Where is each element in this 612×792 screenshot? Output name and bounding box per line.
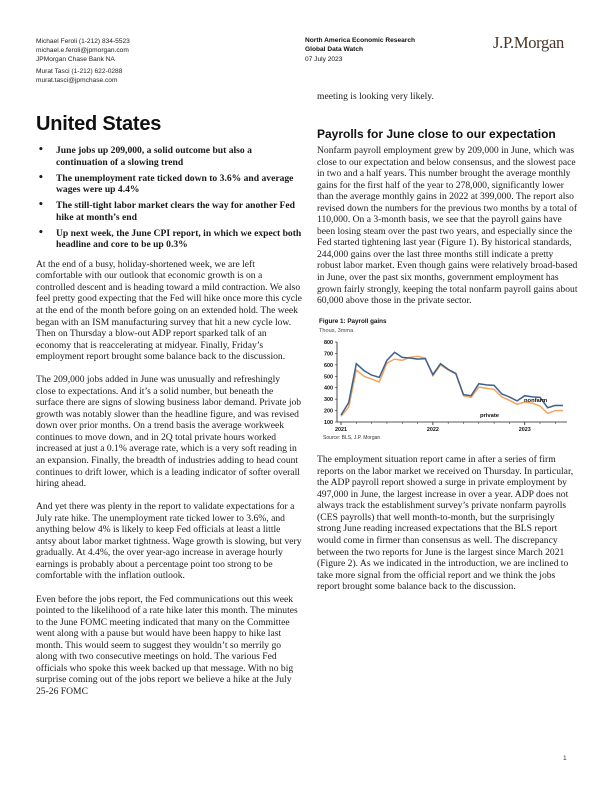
svg-text:400: 400 [324,385,333,392]
body-paragraph: The 209,000 jobs added in June was unusually and refreshingly close to expectations. And it’s a solid number, but beneath the surface there are signs of slowing business labor demand. Private job growth was notably slower than the headline figure, and was revised down over prior months. On a trend basis the average workweek continues to move down, and in 2Q total private hours worked increased at just a 0.1% average rate, which is a very soft reading in an expansion. Finally, the breadth of industries adding to head count continues to drift lower, which is a leading indicator of softer overall hiring ahead. [36,374,302,490]
key-point: • Up next week, the June CPI report, in which we expect both headline and core to be up 0.3% [36,228,302,251]
left-column [36,113,302,709]
svg-text:2023: 2023 [518,427,531,434]
author-1-email[interactable]: michael.e.feroli@jpmorgan.com [36,47,129,55]
publication-name: Global Data Watch [305,46,364,54]
figure-payroll-gains [317,318,579,446]
key-point: • The still-tight labor market clears the way for another Fed hike at month’s end [36,200,302,223]
svg-text:700: 700 [324,351,333,358]
right-column [317,127,579,604]
private-label: private [480,413,500,420]
author-1-org: JPMorgan Chase Bank NA [36,56,115,64]
publication-date: 07 July 2023 [305,55,343,63]
svg-text:2021: 2021 [335,427,347,434]
svg-text:800: 800 [324,340,333,347]
page-title: United States [36,113,162,135]
body-paragraph: At the end of a busy, holiday-shortened week, we are left comfortable with our outlook that economic growth is on a controlled descent and is heading toward a mild contraction. We also feel pretty good expecting that the Fed will hike once more this cycle at the end of the month before going on an extended hold. The week began with an ISM manufacturing survey that hit a new cycle low. Then on Thursday a blow-out ADP report sparked talk of an economy that is reaccelerating at midyear. Finally, Friday’s employment report brought some balance back to the discussion. [36,258,302,363]
figure-source: Source: BLS, J.P. Morgan [323,435,381,442]
body-paragraph: Nonfarm payroll employment grew by 209,000 in June, which was close to our expectation and below consensus, and the slowest pace in two and a half years. This number brought the average monthly gains for the first half of the year to 278,000, significantly lower than the average monthly gains in 2022 at 399,000. The report also revised down the numbers for the previous two months by a total of 110,000. On a 3-month basis, we see that the payroll gains have been losing steam over the past two years, and especially since the Fed started tightening last year (Figure 1). By historical standards, 244,000 gains over the last three months still indicate a pretty robust labor market. Even though gains were relatively broad-based in June, over the past six months, government employment has grown fairly strongly, keeping the total nonfarm payroll gains about 60,000 above those in the private sector. [317,145,578,307]
page-number: 1 [563,755,567,762]
author-1-name-phone: Michael Feroli (1-212) 834-5523 [36,38,130,45]
svg-text:300: 300 [324,397,333,404]
svg-text:2022: 2022 [426,427,439,434]
svg-text:200: 200 [324,408,333,415]
nonfarm-label: nonfarm [524,398,548,405]
svg-text:600: 600 [324,363,333,370]
division-name: North America Economic Research [305,37,416,44]
publication-info [305,36,415,64]
key-point: • June jobs up 209,000, a solid outcome but also a continuation of a slowing trend [36,145,302,168]
author-block [36,37,130,85]
figure-subtitle: Thous, 3mma [319,328,354,335]
section-heading: Payrolls for June close to our expectation [317,127,556,141]
private-series-line [341,356,563,416]
author-2-name-phone: Murat Tasci (1-212) 622-0288 [36,67,123,75]
continued-text: meeting is looking very likely. [317,91,434,102]
body-paragraph: And yet there was plenty in the report to validate expectations for a July rate hike. The unemployment rate ticked lower to 3.6%, and anything below 4% is likely to keep Fed officials at least a little antsy about labor market tightness. Wage growth is slowing, but very gradually. At 4.4%, the over year-ago increase in average hourly earnings is probably about a percentage point too strong to be comfortable with the inflation outlook. [36,501,302,582]
svg-text:500: 500 [324,374,333,381]
author-2-email[interactable]: murat.tasci@jpmchase.com [36,76,118,84]
key-points-list [36,145,302,251]
line-chart [317,338,579,436]
jpmorgan-logo: J.P.Morgan [493,33,564,52]
body-paragraph: Even before the jobs report, the Fed communications out this week pointed to the likelihood of a rate hike later this month. The minutes to the June FOMC meeting indicated that many on the Committee went along with a pause but would have been happy to hike last month. This would seem to suggest they wouldn’t so merrily go along with two consecutive meetings on hold. The various Fed officials who spoke this week backed up that message. With no big surprise coming out of the jobs report we believe a hike at the July 25-26 FOMC [36,593,298,697]
body-paragraph: The employment situation report came in after a series of firm reports on the labor market we received on Thursday. In particular, the ADP payroll report showed a surge in private employment by 497,000 in June, the largest increase in over a year. ADP does not always track the establishment survey’s private nonfarm payrolls (CES payrolls) that well month-to-month, but the surprisingly strong June reading increased expectations that the BLS report would come in firmer than consensus as well. The discrepancy between the two reports for June is the largest since March 2021 (Figure 2). As we indicated in the introduction, we are inclined to take more signal from the official report and we think the jobs report brought some balance back to the discussion. [317,454,574,593]
y-axis [324,340,337,426]
svg-text:100: 100 [324,420,333,427]
x-axis [335,422,567,433]
key-point: • The unemployment rate ticked down to 3.6% and average wages were up 4.4% [36,173,302,196]
nonfarm-series-line [341,352,563,415]
figure-title: Figure 1: Payroll gains [319,318,387,326]
